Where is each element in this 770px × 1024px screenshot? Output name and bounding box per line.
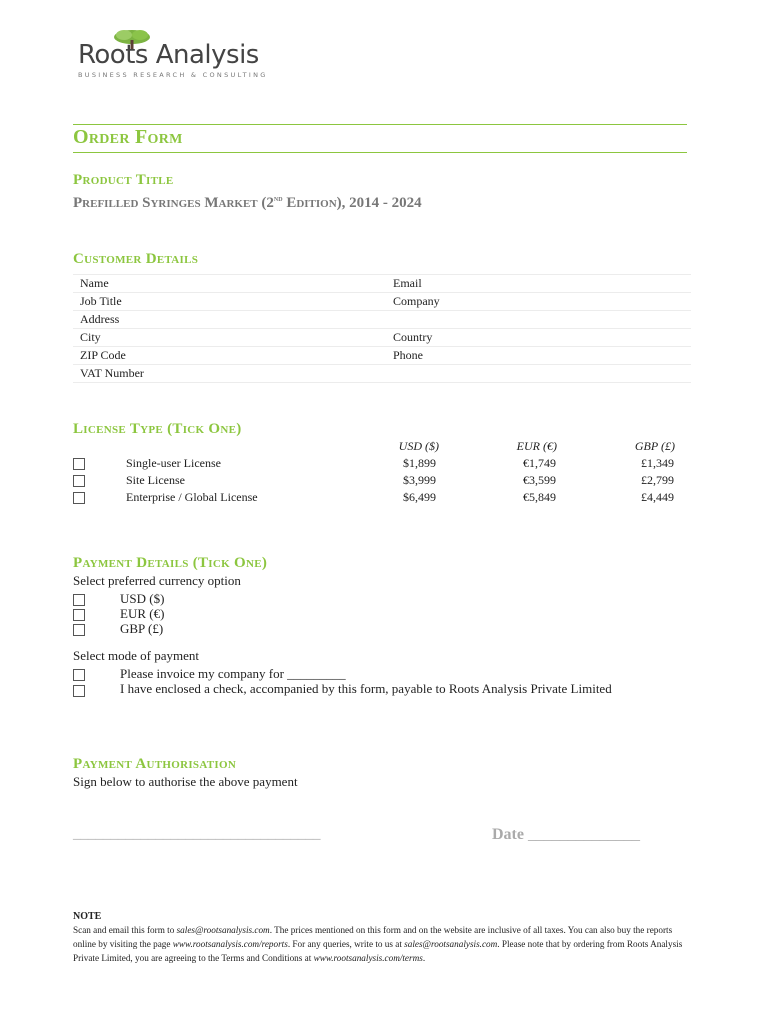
currency-checkbox-gbp[interactable] [73, 624, 85, 636]
field-company[interactable]: Company [393, 294, 440, 308]
title-rule-top [73, 124, 687, 125]
license-checkbox-site[interactable] [73, 475, 85, 487]
currency-eur: EUR (€) [120, 606, 165, 621]
price-single-gbp: £1,349 [641, 456, 674, 470]
row-divider [73, 310, 691, 311]
mode-checkbox-check[interactable] [73, 685, 85, 697]
logo [78, 28, 278, 84]
price-enterprise-usd: $6,499 [403, 490, 436, 504]
authorisation-prompt: Sign below to authorise the above payment [73, 774, 298, 789]
mode-prompt: Select mode of payment [73, 648, 199, 663]
row-divider [73, 328, 691, 329]
currency-prompt: Select preferred currency option [73, 573, 241, 588]
note-reports-link[interactable]: www.rootsanalysis.com/reports [172, 939, 288, 949]
license-site: Site License [126, 473, 185, 487]
product-title-suffix: Edition), 2014 - 2024 [282, 195, 422, 211]
license-checkbox-single[interactable] [73, 458, 85, 470]
row-divider [73, 292, 691, 293]
field-phone[interactable]: Phone [393, 348, 423, 362]
note-text-4: . Please note that by ordering from Roots Analysis Private Limited, you are agreeing to the Terms and Conditions at [73, 939, 683, 963]
currency-checkbox-eur[interactable] [73, 609, 85, 621]
product-title [73, 193, 422, 212]
mode-invoice: Please invoice my company for _________ [120, 666, 346, 681]
price-single-usd: $1,899 [403, 456, 436, 470]
row-divider [73, 346, 691, 347]
col-usd: USD ($) [398, 439, 439, 453]
field-email[interactable]: Email [393, 276, 422, 290]
note-terms-link[interactable]: www.rootsanalysis.com/terms [313, 953, 423, 963]
price-single-eur: €1,749 [523, 456, 556, 470]
logo-tagline: BUSINESS RESEARCH & CONSULTING [78, 71, 268, 79]
price-site-eur: €3,599 [523, 473, 556, 487]
product-heading: Product Title [73, 172, 174, 188]
price-enterprise-eur: €5,849 [523, 490, 556, 504]
field-job-title[interactable]: Job Title [80, 294, 122, 308]
license-enterprise: Enterprise / Global License [126, 490, 258, 504]
license-checkbox-enterprise[interactable] [73, 492, 85, 504]
col-gbp: GBP (£) [634, 439, 675, 453]
col-eur: EUR (€) [516, 439, 557, 453]
customer-heading: Customer Details [73, 251, 199, 267]
date-label: Date [492, 826, 524, 843]
form-title: Order Form [73, 126, 183, 148]
note-text-2: . The prices mentioned on this form and on the website are inclusive of all taxes. You can also buy the reports online by visiting the page [73, 925, 673, 949]
price-site-usd: $3,999 [403, 473, 436, 487]
mode-checkbox-invoice[interactable] [73, 669, 85, 681]
mode-check: I have enclosed a check, accompanied by this form, payable to Roots Analysis Private Limited [120, 681, 612, 696]
date-field[interactable] [492, 826, 640, 844]
field-zip[interactable]: ZIP Code [80, 348, 126, 362]
price-enterprise-gbp: £4,449 [641, 490, 674, 504]
note-text-5: . [422, 953, 426, 963]
note-heading: NOTE [73, 911, 102, 922]
row-divider [73, 364, 691, 365]
note-text-3: . For any queries, write to us at [287, 939, 405, 949]
note-email-link[interactable]: sales@rootsanalysis.com [176, 925, 270, 935]
license-heading: License Type (Tick One) [73, 421, 242, 437]
product-title-sup: nd [273, 193, 283, 203]
title-rule-bottom [73, 152, 687, 153]
payment-heading: Payment Details (Tick One) [73, 555, 268, 571]
signature-line[interactable]: _________________________________ [73, 826, 321, 842]
date-line: ______________ [527, 826, 640, 843]
license-single: Single-user License [126, 456, 221, 470]
currency-checkbox-usd[interactable] [73, 594, 85, 606]
currency-usd: USD ($) [120, 591, 165, 606]
product-title-prefix: Prefilled Syringes Market (2 [73, 195, 274, 211]
note-text [73, 923, 691, 965]
field-vat[interactable]: VAT Number [80, 366, 144, 380]
authorisation-heading: Payment Authorisation [73, 756, 237, 772]
note-email-link-2[interactable]: sales@rootsanalysis.com [404, 939, 498, 949]
currency-gbp: GBP (£) [120, 621, 164, 636]
price-site-gbp: £2,799 [641, 473, 674, 487]
field-name[interactable]: Name [80, 276, 109, 290]
note-text-1: Scan and email this form to [73, 925, 177, 935]
field-city[interactable]: City [80, 330, 101, 344]
field-country[interactable]: Country [393, 330, 433, 344]
row-divider [73, 382, 691, 383]
row-divider [73, 274, 691, 275]
logo-name: Roots Analysis [78, 40, 259, 70]
field-address[interactable]: Address [80, 312, 120, 326]
